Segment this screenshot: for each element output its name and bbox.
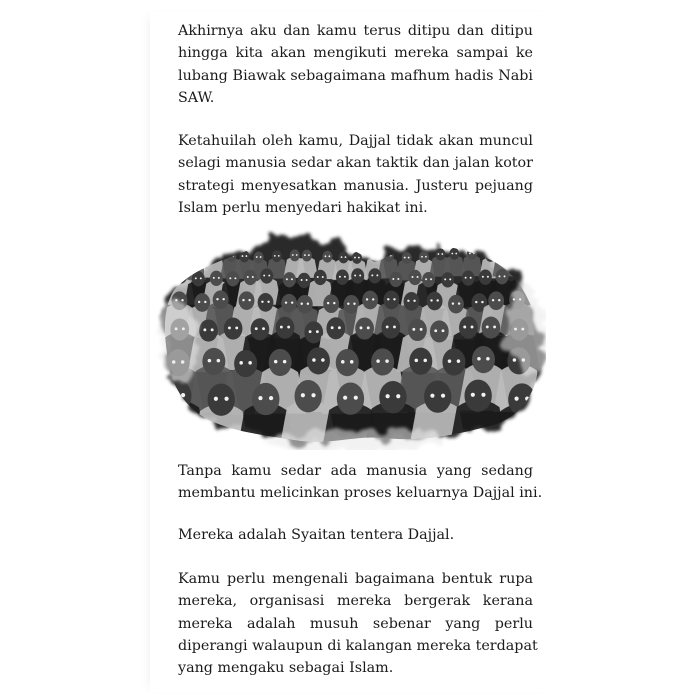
glowing-eye [248,361,252,365]
glowing-eye [499,275,501,277]
figure-head [355,317,374,339]
glowing-eye [501,253,503,255]
figure-head [424,381,451,413]
figure-head [384,250,394,262]
glowing-eye [261,301,263,303]
glowing-eye [328,255,330,257]
glowing-eye [525,397,529,401]
glowing-eye [425,278,427,280]
glowing-eye [387,298,389,300]
glowing-eye [420,328,423,331]
glowing-eye [198,301,200,303]
glowing-eye [421,256,423,258]
glowing-eye [218,277,220,279]
paragraph-4-line: Mereka adalah Syaitan tentera Dajjal. [178,527,455,543]
glowing-eye [463,326,466,329]
glowing-eye [487,276,489,278]
paragraph-2-line: Ketahuilah oleh kamu, Dajjal tidak akan muncul [178,133,533,149]
glowing-eye [178,257,180,259]
paragraph-2 [178,130,533,219]
glowing-eye [514,397,518,401]
glowing-eye [286,278,288,280]
paragraph-1-line: SAW. [178,89,215,106]
figure-head [419,251,429,263]
figure-head [383,291,399,310]
glowing-eye [267,301,269,303]
glowing-eye [256,256,258,258]
glowing-eye [234,277,236,279]
figure-head [164,380,191,412]
paragraph-2-line: strategi menyesatkan manusia. Justeru pejuang [178,177,533,194]
glowing-eye [475,301,477,303]
glowing-eye [224,397,228,401]
glowing-eye [339,276,341,278]
glowing-eye [269,396,273,400]
glowing-eye [385,359,389,363]
glowing-eye [359,275,361,277]
crowd-of-hooded-figures-image [154,220,546,450]
glowing-eye [325,255,327,257]
figure-head [435,248,445,260]
glowing-eye [229,277,231,279]
figure-head [442,348,465,375]
figure-head [244,270,257,285]
paragraph-1 [178,20,533,109]
glowing-eye [280,326,283,329]
glowing-eye [252,276,254,278]
glowing-eye [200,277,202,279]
glowing-eye [366,298,368,300]
figure-head [208,384,235,416]
figure-head [351,268,364,283]
glowing-eye [392,278,394,280]
glowing-eye [291,278,293,280]
figure-head [409,348,432,375]
figure-head [176,252,186,264]
glowing-eye [457,359,461,363]
glowing-eye [376,359,380,363]
glowing-eye [301,303,303,305]
figure-head [371,348,394,375]
figure-head [192,271,205,286]
glowing-eye [386,394,390,398]
figure-head [479,270,492,285]
glowing-eye [504,275,506,277]
figure-head [449,248,459,260]
glowing-eye [452,302,454,304]
figure-head [295,380,322,412]
glowing-eye [192,256,194,258]
glowing-eye [291,301,293,303]
glowing-eye [255,327,258,330]
book-page [150,12,558,692]
glowing-eye [360,326,363,329]
glowing-eye [455,253,457,255]
figure-head [239,291,255,310]
figure-head [302,250,312,262]
glowing-eye [451,253,453,255]
figure-head [496,269,509,284]
glowing-eye [263,275,265,277]
glowing-eye [248,299,250,301]
glowing-eye [350,360,354,364]
glowing-eye [430,394,434,398]
glowing-eye [304,254,306,256]
glowing-eye [195,277,197,279]
glowing-eye [471,326,474,329]
paragraph-1-line: hingga kita akan mengikuti mereka sampai ke [178,45,533,62]
figure-body [512,255,534,276]
glowing-eye [481,301,483,303]
glowing-eye [488,255,490,257]
glowing-eye [372,255,374,257]
glowing-eye [181,393,185,397]
glowing-eye [217,359,221,363]
glowing-eye [283,360,287,364]
figure-head [251,318,270,340]
glowing-eye [170,393,174,397]
glowing-eye [486,357,490,361]
glowing-eye [296,254,298,256]
figure-head [389,272,402,287]
glowing-eye [333,302,335,304]
glowing-eye [211,328,214,331]
figure-head [213,290,229,309]
figure-head [269,349,292,376]
glowing-eye [274,255,276,257]
figure-head [352,252,362,264]
glowing-eye [469,252,471,254]
glowing-eye [408,257,410,259]
glowing-eye [430,299,432,301]
glowing-eye [482,276,484,278]
figure-head [283,272,296,287]
glowing-eye [245,255,247,257]
glowing-eye [492,255,494,257]
paragraph-5 [178,568,538,679]
figure-head [336,349,359,376]
figure-head [252,383,279,415]
glowing-eye [524,253,526,255]
glowing-eye [177,274,179,276]
glowing-eye [396,394,400,398]
glowing-eye [278,255,280,257]
glowing-eye [430,278,432,280]
figure-head [290,249,300,261]
glowing-eye [393,325,396,328]
glowing-eye [262,327,265,330]
paragraph-3-line: Tanpa kamu sedar ada manusia yang sedang [178,463,533,479]
glowing-eye [258,396,262,400]
figure-head [464,380,491,412]
glowing-eye [307,303,309,305]
glowing-eye [465,277,467,279]
figure-head [518,248,528,260]
glowing-eye [321,358,325,362]
glowing-eye [311,393,315,397]
figure-head [381,316,400,338]
glowing-eye [214,397,218,401]
figure-head [202,348,225,375]
glowing-eye [493,326,496,329]
glowing-eye [367,326,370,329]
glowing-eye [354,257,356,259]
glowing-eye [182,257,184,259]
figure-head [404,292,420,311]
figure-head [174,268,187,283]
glowing-eye [520,253,522,255]
paragraph-1-line: lubang Biawak sebagaimana mafhum hadis Nabi [178,67,533,84]
glowing-eye [317,276,319,278]
glowing-eye [441,253,443,255]
glowing-eye [412,328,415,331]
paragraph-5-line: diperangi walaupun di kalangan mereka terdapat [178,637,538,654]
figure-head [210,271,223,286]
glowing-eye [444,278,446,280]
paragraph-2-line: selagi manusia sedar akan taktik dan jalan kotor [178,155,533,172]
paragraph-2-line: Islam perlu menyedari hakikat ini. [178,199,428,216]
figure-head [272,250,282,262]
figure-head [304,321,323,343]
glowing-eye [434,329,437,332]
glowing-eye [397,278,399,280]
figure-head [370,250,380,262]
glowing-eye [425,256,427,258]
figure-head [362,291,378,310]
glowing-eye [309,330,312,333]
glowing-eye [481,393,485,397]
figure-head [409,270,422,285]
glowing-eye [260,256,262,258]
glowing-eye [492,299,494,301]
glowing-eye [316,330,319,333]
glowing-eye [208,359,212,363]
figure-head [326,317,345,339]
glowing-eye [222,298,224,300]
glowing-eye [393,298,395,300]
glowing-eye [343,396,347,400]
glowing-eye [213,277,215,279]
glowing-eye [441,394,445,398]
glowing-eye [390,255,392,257]
glowing-eye [247,276,249,278]
glowing-eye [437,253,439,255]
glowing-eye [376,255,378,257]
figure-head [336,270,349,285]
figure-head [441,272,454,287]
figure-head [199,319,218,341]
glowing-eye [327,302,329,304]
figure-head [368,268,381,283]
figure-head [337,383,364,415]
glowing-eye [285,301,287,303]
figure-head [224,318,243,340]
glowing-eye [423,359,427,363]
figure-head [254,251,264,263]
glowing-eye [347,303,349,305]
glowing-eye [306,279,308,281]
figure-head [482,317,501,339]
paragraph-5-line: mereka adalah musuh sebenar yang perlu [178,615,533,632]
figure-head [239,250,249,262]
glowing-eye [287,326,290,329]
glowing-eye [518,275,520,277]
paragraph-1-line: Akhirnya aku dan kamu terus ditipu dan ditipu [178,23,533,39]
figure-head [448,295,464,314]
figure-head [276,317,295,339]
glowing-eye [242,255,244,257]
glowing-eye [376,274,378,276]
glowing-eye [449,278,451,280]
glowing-eye [239,361,243,365]
figure-head [515,269,528,284]
glowing-eye [358,257,360,259]
glowing-eye [204,301,206,303]
glowing-eye [354,396,358,400]
figure-head [379,381,406,413]
figure-head [322,251,332,263]
figure-head [462,270,475,285]
glowing-eye [182,274,184,276]
figure-head [430,320,449,342]
glowing-eye [415,359,419,363]
figure-head [402,252,412,264]
glowing-eye [268,275,270,277]
paragraph-5-line: mereka, organisasi mereka bergerak kerana [178,593,533,610]
glowing-eye [232,255,234,257]
glowing-eye [203,328,206,331]
glowing-eye [312,358,316,362]
glowing-eye [372,298,374,300]
figure-head [427,292,443,311]
figure-head [343,295,359,314]
glowing-eye [477,357,481,361]
figure-head [297,295,313,314]
figure-head [258,293,274,312]
glowing-eye [404,257,406,259]
figure-head [209,249,219,261]
figure-head [472,346,495,373]
figure-head [307,347,330,374]
glowing-eye [341,360,345,364]
figure-head [422,272,435,287]
glowing-eye [412,276,414,278]
glowing-eye [353,303,355,305]
glowing-eye [417,276,419,278]
figure-head [226,250,236,262]
paragraph-5-line: yang mengaku sebagai Islam. [178,660,394,677]
glowing-eye [505,253,507,255]
glowing-eye [458,302,460,304]
glowing-eye [338,326,341,329]
glowing-eye [371,274,373,276]
glowing-eye [486,326,489,329]
figure-head [408,319,427,341]
glowing-eye [523,275,525,277]
figure-head [190,251,200,263]
figure-head [488,291,504,310]
glowing-eye [413,300,415,302]
paragraph-5-line: Kamu perlu mengenali bagaimana bentuk rupa [178,571,533,587]
paragraph-4 [178,524,533,546]
glowing-eye [308,254,310,256]
figure-head [323,294,339,313]
glowing-eye [386,255,388,257]
glowing-eye [436,299,438,301]
paragraph-3-line: membantu melicinkan proses keluarnya Dajjal ini. [178,485,543,502]
glowing-eye [354,275,356,277]
glowing-eye [498,299,500,301]
glowing-eye [345,256,347,258]
glowing-eye [211,254,213,256]
figure-head [467,248,477,260]
glowing-eye [322,276,324,278]
glowing-eye [215,254,217,256]
glowing-eye [292,254,294,256]
figure-head [338,251,348,263]
glowing-eye [301,279,303,281]
glowing-eye [344,276,346,278]
figure-head [459,317,478,339]
glowing-eye [386,325,389,328]
glowing-eye [196,256,198,258]
figure-head [485,250,495,262]
glowing-eye [216,298,218,300]
glowing-eye [331,326,334,329]
glowing-eye [473,252,475,254]
glowing-eye [301,393,305,397]
glowing-eye [448,359,452,363]
glowing-eye [341,256,343,258]
glowing-eye [235,326,238,329]
glowing-eye [228,255,230,257]
glowing-eye [470,277,472,279]
figure-head [499,248,509,260]
figure-head [226,271,239,286]
glowing-eye [228,326,231,329]
figure-head [260,268,273,283]
figure-head [298,273,311,288]
figure-head [314,270,327,285]
paragraph-3 [178,460,543,505]
glowing-eye [242,299,244,301]
figure-head [234,350,257,377]
glowing-eye [442,329,445,332]
glowing-eye [471,393,475,397]
glowing-eye [274,360,278,364]
figure-head [508,383,535,415]
glowing-eye [407,300,409,302]
